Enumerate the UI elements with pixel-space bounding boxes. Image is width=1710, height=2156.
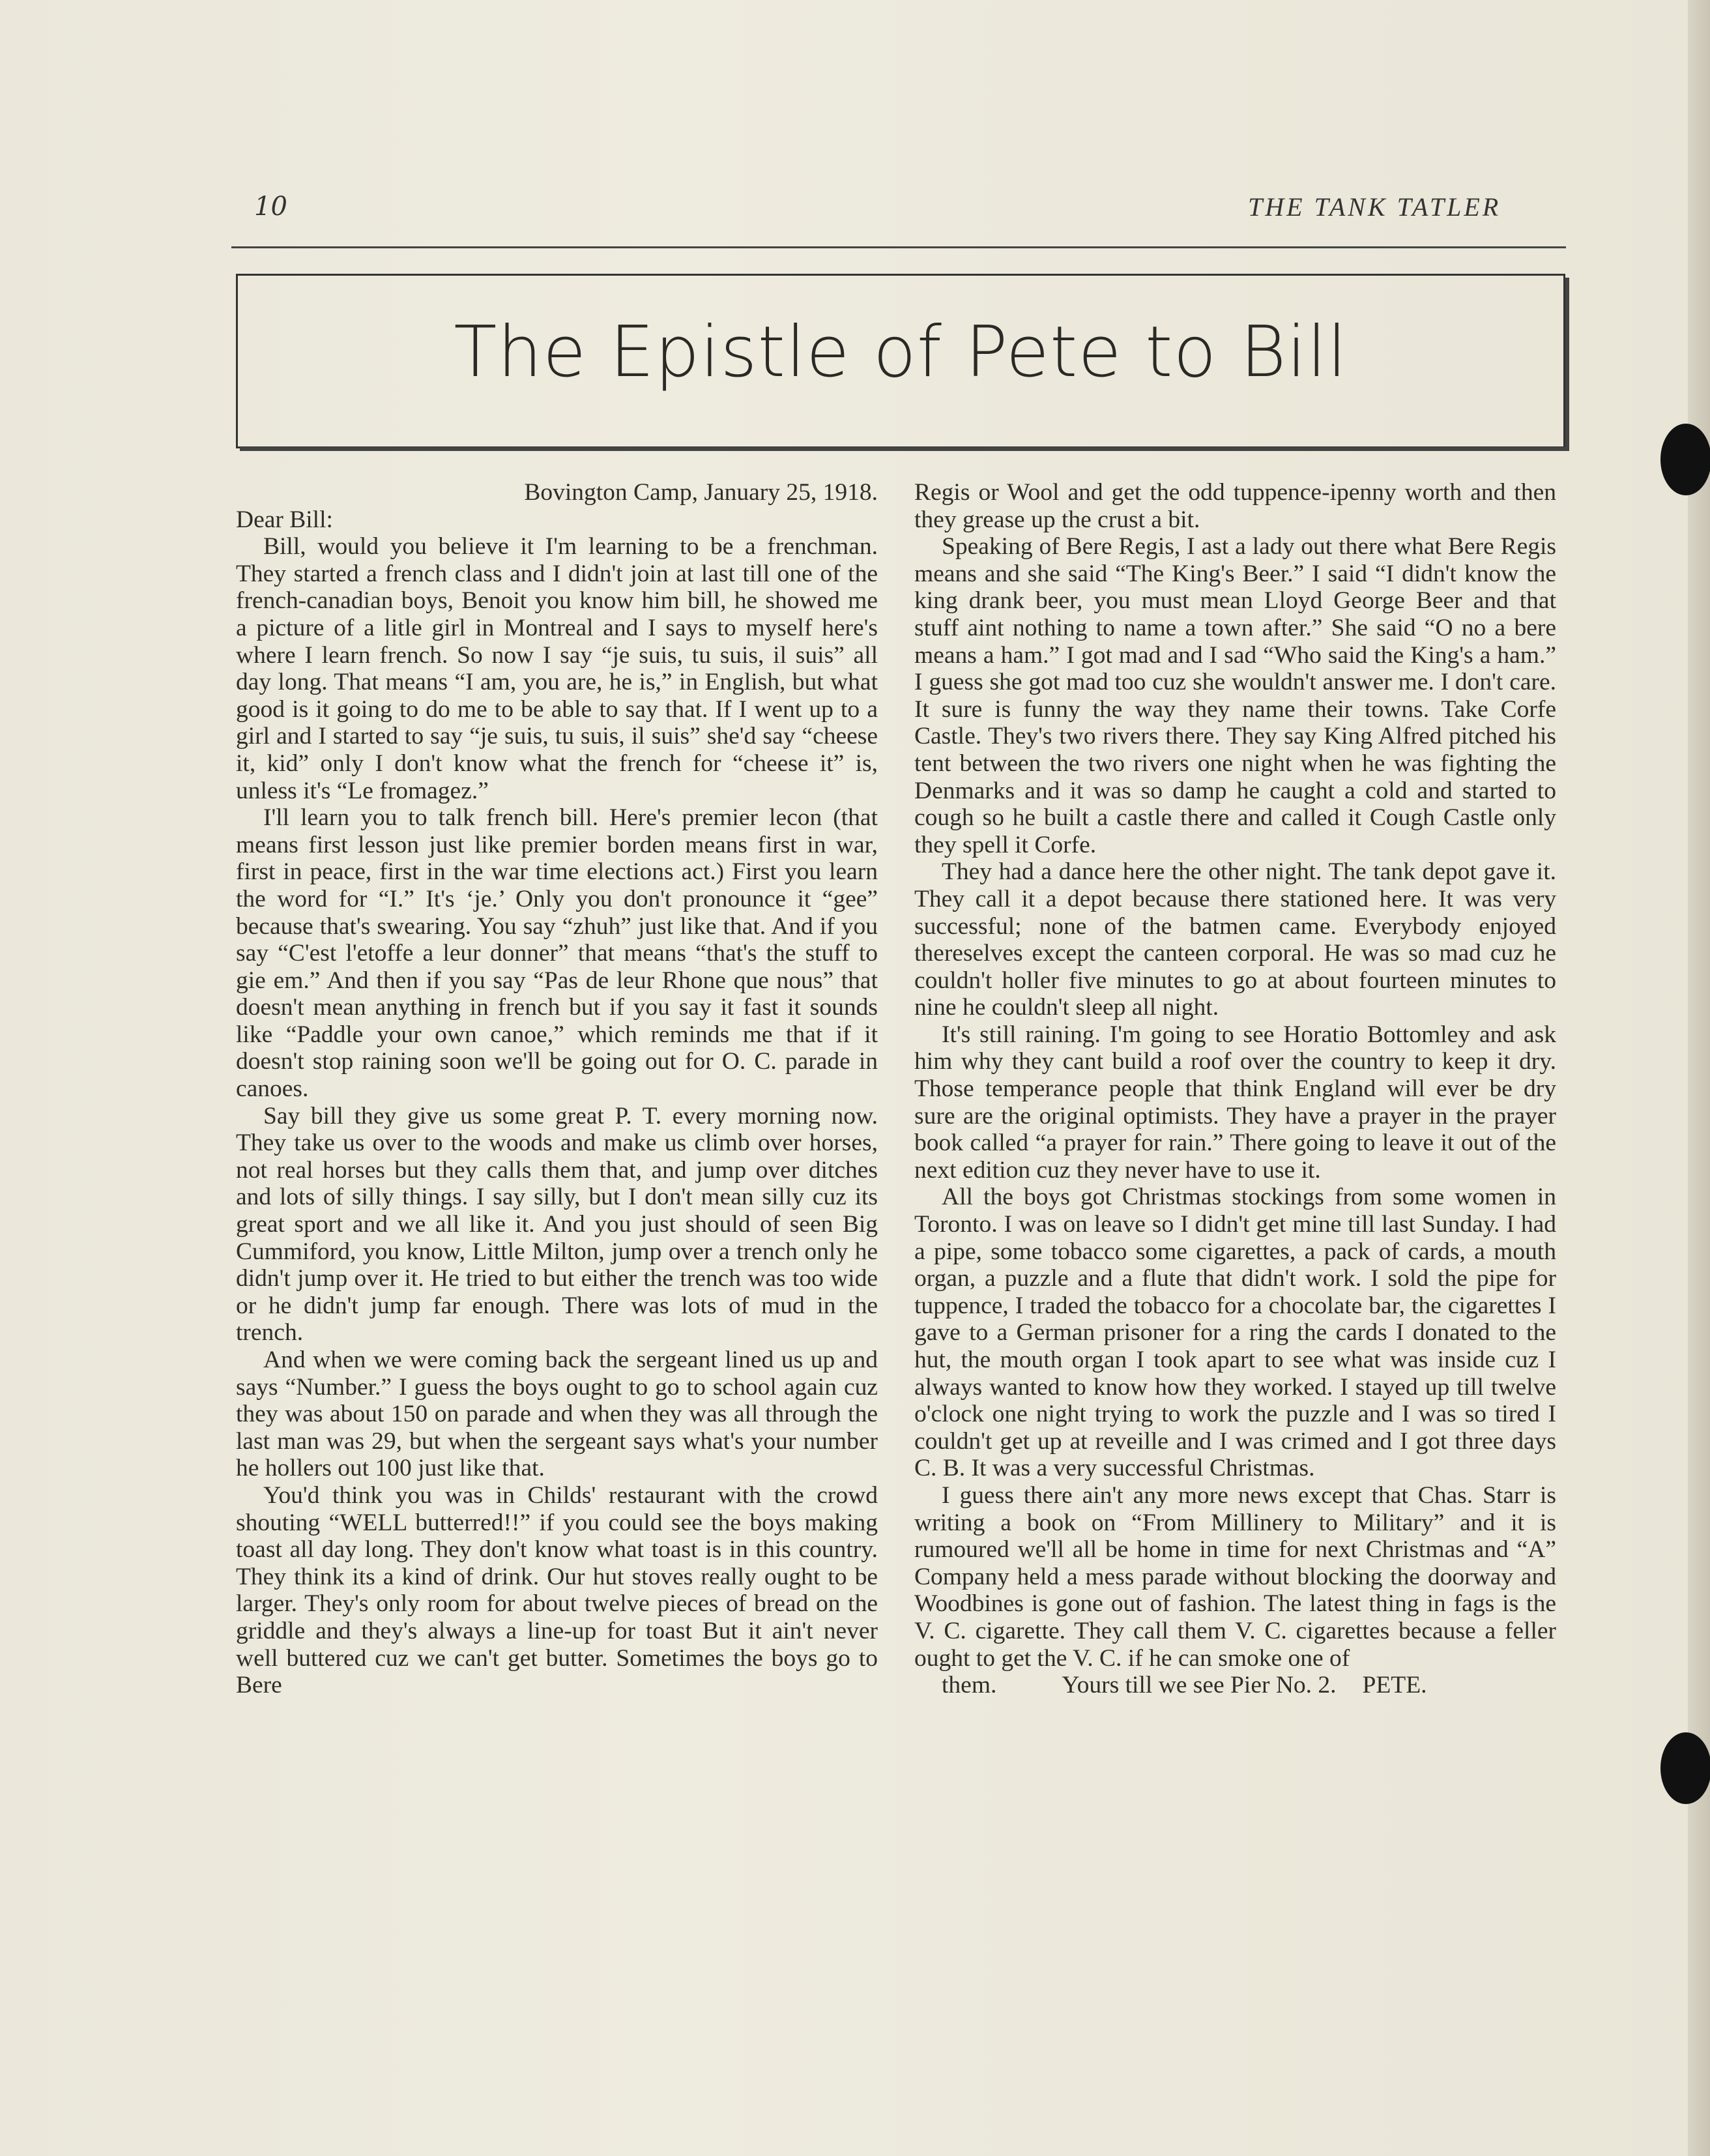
page-number: 10 [254,192,287,222]
paragraph: And when we were coming back the sergeant lined us up and says “Number.” I guess the boys ought to go to school again cuz they was about 150 on parade and when they was all through the last man was 29, but when the sergeant says what's your number he hollers out 100 just like that. [236,1347,878,1482]
paragraph: You'd think you was in Childs' restaurant with the crowd shouting “WELL butterred!!” if you could see the boys making toast all day long. They don't know what toast is in this country. They think its a kind of drink. Our hut stoves really ought to be larger. They's only room for about twelve pieces of bread on the griddle and they's always a line-up for toast But it ain't never well buttered cuz we can't get butter. Sometimes the boys go to Bere [236,1481,878,1699]
paragraph: I'll learn you to talk french bill. Here's premier lecon (that means first lesson just like premier borden means first in war, first in peace, first in the war time elections act.) First you learn the word for “I.” It's ‘je.’ Only you don't pronounce it “gee” because that's swearing. You say “zhuh” just like that. And if you say “C'est l'etoffe a leur donner” that means “that's the stuff to gie em.” And then if you say “Pas de leur Rhone que nous” that doesn't mean anything in french but if you say it fast it sounds like “Paddle your own canoe,” which reminds me that if it doesn't stop raining soon we'll be going out for O. C. parade in canoes. [236,804,878,1103]
signoff-last-word: them. [942,1672,997,1699]
title-box-shadow-right [1565,278,1569,451]
left-column [236,479,878,1699]
paragraph: Speaking of Bere Regis, I ast a lady out there what Bere Regis means and she said “The King's Beer.” I said “I didn't know the king drank beer, you must mean Lloyd George Beer and that stuff aint nothing to name a town after.” She said “O no a bere means a ham.” I got mad and I sad “Who said the King's a ham.” I guess she got mad too cuz she wouldn't answer me. I don't care. It sure is funny the way they name their towns. Take Corfe Castle. They's two rivers there. They say King Alfred pitched his tent between the two rivers one night when he was fighting the Denmarks and it was so damp he caught a cold and started to cough so he built a castle there and called it Cough Castle only they spell it Corfe. [914,533,1556,858]
article-title: The Epistle of Pete to Bill [454,312,1348,393]
paragraph: They had a dance here the other night. The tank depot gave it. They call it a depot because there stationed here. It was very successful; none of the batmen came. Everybody enjoyed thereselves except the canteen corporal. He was so mad cuz he couldn't holler five minutes to go at about fourteen minutes to nine he couldn't sleep all night. [914,858,1556,1021]
binding-hole-bottom [1660,1732,1710,1804]
dateline: Bovington Camp, January 25, 1918. [524,479,878,506]
paragraph: I guess there ain't any more news except that Chas. Starr is writing a book on “From Millinery to Military” and it is rumoured we'll all be home in time for next Christmas and “A” Company held a mess parade without blocking the doorway and Woodbines is gone out of fashion. The latest thing in fags is the V. C. cigarette. They call them V. C. cigarettes because a feller ought to get the V. C. if he can smoke one of [914,1481,1556,1672]
paragraph-continued: Regis or Wool and get the odd tuppence-ipenny worth and then they grease up the crust a bit. [914,479,1556,533]
running-title: THE TANK TATLER [1248,192,1501,222]
paragraph: All the boys got Christmas stockings from some women in Toronto. I was on leave so I didn't get mine till last Sunday. I had a pipe, some tobacco some cigarettes, a pack of cards, a mouth organ, a puzzle and a flute that didn't work. I sold the pipe for tuppence, I traded the tobacco for a chocolate bar, the cigarettes I gave to a German prisoner for a ring the cards I donated to the hut, the mouth organ I took apart to see what was inside cuz I always wanted to know how they worked. I stayed up till twelve o'clock one night trying to work the puzzle and I was so tired I couldn't get up at reveille and I was crimed and I got three days C. B. It was a very successful Christmas. [914,1184,1556,1482]
signoff [914,1672,1556,1699]
signoff-closing: Yours till we see Pier No. 2. [1062,1672,1337,1699]
salutation: Dear Bill: [236,506,333,533]
binding-hole-top [1660,424,1710,495]
right-column [914,479,1556,1699]
header-rule [231,246,1566,248]
paragraph: Say bill they give us some great P. T. every morning now. They take us over to the woods and make us climb over horses, not real horses but they calls them that, and jump over ditches and lots of silly things. I say silly, but I don't mean silly cuz its great sport and we all like it. And you just should of seen Big Cummiford, you know, Little Milton, jump over a trench only he didn't jump over it. He tried to but either the trench was too wide or he didn't jump far enough. There was lots of mud in the trench. [236,1102,878,1347]
paragraph: It's still raining. I'm going to see Horatio Bottomley and ask him why they cant build a roof over the country to keep it dry. Those temperance people that think England will ever be dry sure are the original optimists. They have a prayer in the prayer book called “a prayer for rain.” There going to leave it out of the next edition cuz they never have to use it. [914,1021,1556,1184]
paragraph: Bill, would you believe it I'm learning to be a frenchman. They started a french class and I didn't join at last till one of the french-canadian boys, Benoit you know him bill, he showed me a picture of a litle girl in Montreal and I says to myself here's where I learn french. So now I say “je suis, tu suis, il suis” all day long. That means “I am, you are, he is,” in English, but what good is it going to do me to be able to say that. If I went up to a girl and I started to say “je suis, tu suis, il suis” she'd say “cheese it, kid” only I don't know what the french for “cheese it” is, unless it's “Le fromagez.” [236,533,878,804]
title-box-shadow [240,447,1569,451]
page-edge [1688,0,1710,2156]
signature-name: PETE. [1362,1672,1427,1699]
